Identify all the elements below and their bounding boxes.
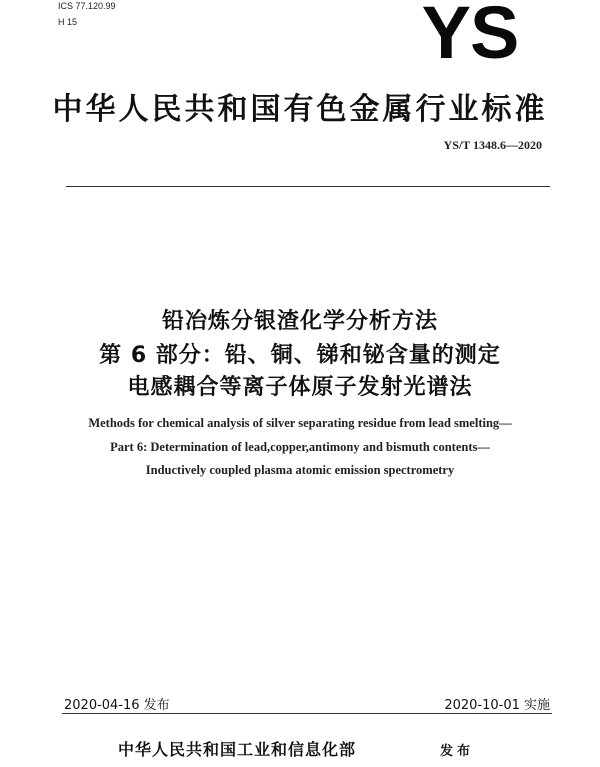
- title-en-line2: Part 6: Determination of lead,copper,antimony and bismuth contents—: [110, 440, 490, 454]
- issuing-ministry: 中华人民共和国工业和信息化部: [118, 740, 357, 759]
- footer-divider: [62, 713, 552, 714]
- industry-standard-title: 中华人民共和国有色金属行业标准: [52, 92, 548, 127]
- publish-label: 发布: [440, 744, 475, 759]
- ics-code: ICS 77.120.99: [58, 1, 116, 11]
- title-cn-line1: 铅冶炼分银渣化学分析方法: [161, 309, 438, 334]
- implementation-date: 2020-10-01 实施: [444, 698, 550, 713]
- title-cn-line3: 电感耦合等离子体原子发射光谱法: [127, 375, 473, 400]
- ccs-code: H 15: [58, 17, 78, 27]
- title-en-line3: Inductively coupled plasma atomic emission spectrometry: [145, 463, 455, 477]
- issue-date: 2020-04-16 发布: [64, 698, 170, 713]
- header-divider: [66, 186, 550, 187]
- title-en-line1: Methods for chemical analysis of silver separating residue from lead smelting—: [88, 416, 512, 430]
- standard-number: YS/T 1348.6—2020: [443, 138, 542, 152]
- ys-logo: YS: [421, 0, 519, 74]
- title-cn-line2: 第 6 部分：铅、铜、锑和铋含量的测定: [99, 343, 501, 368]
